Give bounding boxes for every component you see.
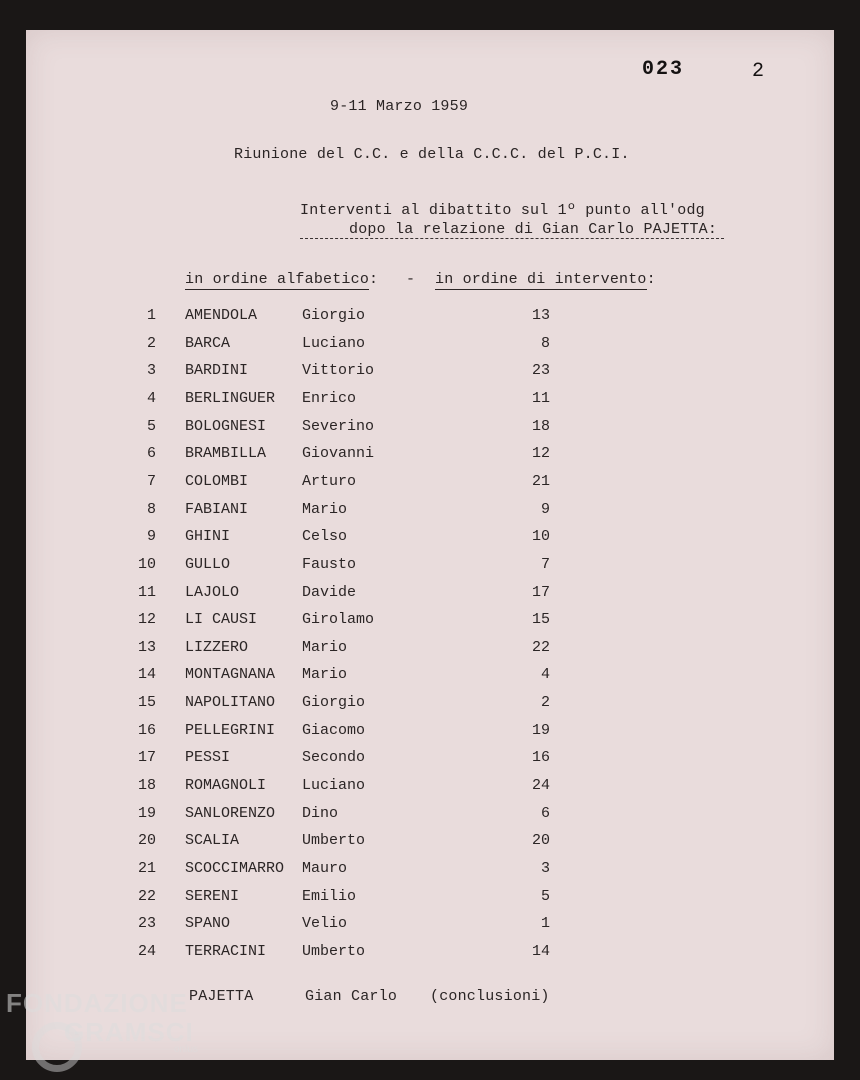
- table-row: [0, 832, 860, 856]
- speaker-name: Umberto: [302, 832, 366, 850]
- speaker-surname: NAPOLITANO: [185, 694, 276, 712]
- table-row: [0, 943, 860, 967]
- document-date: 9-11 Marzo 1959: [330, 98, 469, 115]
- table-row: [0, 418, 860, 442]
- speaker-name: Emilio: [302, 887, 357, 905]
- speaker-name: Vittorio: [302, 362, 375, 380]
- speaker-number: 8: [146, 500, 156, 518]
- speaker-name: Giovanni: [302, 445, 375, 463]
- table-row: [0, 639, 860, 663]
- speaker-name: Davide: [302, 583, 357, 601]
- watermark: [6, 988, 198, 1055]
- speaker-surname: BARDINI: [185, 362, 249, 380]
- table-row: [0, 888, 860, 912]
- table-row: [0, 473, 860, 497]
- speaker-order: 14: [531, 942, 550, 960]
- speaker-number: 24: [137, 942, 156, 960]
- table-row: [0, 860, 860, 884]
- speaker-number: 7: [146, 472, 156, 490]
- speaker-number: 15: [137, 694, 156, 712]
- speaker-surname: LI CAUSI: [185, 611, 258, 629]
- table-row: [0, 501, 860, 525]
- speaker-surname: GHINI: [185, 528, 231, 546]
- speaker-name: Secondo: [302, 749, 366, 767]
- speaker-surname: PESSI: [185, 749, 231, 767]
- column-header-row: [185, 271, 378, 288]
- speaker-order: 3: [540, 860, 550, 877]
- speaker-order: 4: [540, 666, 550, 684]
- table-row: [0, 694, 860, 718]
- conclusion-surname: PAJETTA: [189, 988, 254, 1005]
- speaker-number: 4: [146, 389, 156, 407]
- speaker-number: 12: [137, 611, 156, 629]
- speaker-name: Girolamo: [302, 611, 375, 629]
- speaker-name: Dino: [302, 804, 339, 822]
- speaker-name: Mario: [302, 638, 348, 656]
- speaker-number: 18: [137, 777, 156, 795]
- speaker-number: 2: [146, 334, 156, 352]
- page-number: 023: [642, 58, 685, 81]
- speaker-name: Luciano: [302, 334, 366, 352]
- subtitle-line-1: Interventi al dibattito sul 1º punto all'odg: [300, 202, 705, 219]
- speaker-surname: AMENDOLA: [185, 307, 258, 324]
- speaker-name: Severino: [302, 417, 375, 435]
- speaker-order: 24: [531, 777, 550, 795]
- table-row: [0, 805, 860, 829]
- table-row: [0, 307, 860, 331]
- column-header-separator: -: [406, 271, 416, 288]
- table-row: [0, 611, 860, 635]
- watermark-line-1: FONDAZIONE: [6, 988, 188, 1018]
- speaker-surname: MONTAGNANA: [185, 666, 276, 684]
- speaker-number: 23: [137, 915, 156, 933]
- speaker-order: 23: [531, 362, 550, 380]
- speaker-number: 6: [146, 445, 156, 463]
- speaker-surname: SCOCCIMARRO: [185, 860, 285, 877]
- speaker-number: 14: [137, 666, 156, 684]
- column-header-alphabetical: in ordine alfabetico: [185, 271, 370, 288]
- speaker-name: Luciano: [302, 777, 366, 795]
- table-row: [0, 528, 860, 552]
- table-row: [0, 584, 860, 608]
- dashed-divider: [300, 238, 724, 239]
- speaker-order: 12: [531, 445, 550, 463]
- conclusion-note: (conclusioni): [430, 988, 550, 1005]
- speaker-name: Giacomo: [302, 721, 366, 739]
- speaker-surname: FABIANI: [185, 500, 249, 518]
- speaker-number: 1: [146, 307, 156, 324]
- speaker-order: 16: [531, 749, 550, 767]
- speaker-number: 3: [146, 362, 156, 380]
- speaker-surname: BERLINGUER: [185, 389, 276, 407]
- speaker-order: 22: [531, 638, 550, 656]
- speaker-surname: PELLEGRINI: [185, 721, 276, 739]
- table-row: [0, 445, 860, 469]
- speaker-order: 9: [540, 500, 550, 518]
- speaker-order: 13: [531, 307, 550, 324]
- table-row: [0, 390, 860, 414]
- speaker-name: Umberto: [302, 942, 366, 960]
- speaker-number: 21: [137, 860, 156, 877]
- speaker-order: 10: [531, 528, 550, 546]
- column-header-colon: :: [646, 271, 656, 288]
- speaker-surname: SCALIA: [185, 832, 240, 850]
- page-sub-number: 2: [752, 60, 765, 83]
- speaker-number: 9: [146, 528, 156, 546]
- speaker-surname: COLOMBI: [185, 472, 249, 490]
- table-row: [0, 666, 860, 690]
- table-row: [0, 722, 860, 746]
- speaker-order: 5: [540, 887, 550, 905]
- speaker-surname: SERENI: [185, 887, 240, 905]
- speaker-order: 17: [531, 583, 550, 601]
- subtitle-line-2: dopo la relazione di Gian Carlo PAJETTA:: [349, 221, 718, 238]
- speaker-order: 20: [531, 832, 550, 850]
- speaker-name: Arturo: [302, 472, 357, 490]
- table-row: [0, 749, 860, 773]
- speaker-order: 2: [540, 694, 550, 712]
- speaker-order: 8: [540, 334, 550, 352]
- speaker-number: 11: [137, 583, 156, 601]
- speaker-order: 6: [540, 804, 550, 822]
- table-row: [0, 362, 860, 386]
- speaker-number: 20: [137, 832, 156, 850]
- speaker-order: 19: [531, 721, 550, 739]
- speaker-name: Enrico: [302, 389, 357, 407]
- speaker-surname: LAJOLO: [185, 583, 240, 601]
- speaker-order: 15: [531, 611, 550, 629]
- column-header-colon: :: [369, 271, 379, 288]
- table-row: [0, 556, 860, 580]
- speaker-name: Giorgio: [302, 694, 366, 712]
- speaker-surname: GULLO: [185, 555, 231, 573]
- table-row: [0, 915, 860, 939]
- speaker-order: 1: [540, 915, 550, 933]
- table-row: [0, 777, 860, 801]
- speaker-surname: BOLOGNESI: [185, 417, 267, 435]
- speaker-number: 17: [137, 749, 156, 767]
- column-header-row-2: [435, 271, 656, 288]
- speaker-number: 22: [137, 887, 156, 905]
- speaker-number: 19: [137, 804, 156, 822]
- speaker-surname: SPANO: [185, 915, 231, 933]
- speaker-surname: SANLORENZO: [185, 804, 276, 822]
- meeting-title: Riunione del C.C. e della C.C.C. del P.C.I.: [234, 146, 630, 163]
- speaker-number: 5: [146, 417, 156, 435]
- speaker-name: Mario: [302, 500, 348, 518]
- watermark-line-2: GRAMSCI: [64, 1017, 194, 1047]
- speaker-name: Giorgio: [302, 307, 366, 324]
- speaker-surname: TERRACINI: [185, 942, 267, 960]
- speaker-name: Celso: [302, 528, 348, 546]
- speaker-order: 21: [531, 472, 550, 490]
- table-row: [0, 335, 860, 359]
- speaker-surname: LIZZERO: [185, 638, 249, 656]
- speaker-order: 11: [531, 389, 550, 407]
- speaker-order: 18: [531, 417, 550, 435]
- speaker-name: Mario: [302, 666, 348, 684]
- speaker-number: 16: [137, 721, 156, 739]
- watermark-line-3: onlus: [174, 1044, 198, 1055]
- speaker-name: Mauro: [302, 860, 348, 877]
- speaker-surname: ROMAGNOLI: [185, 777, 267, 795]
- column-header-intervention: in ordine di intervento: [435, 271, 647, 288]
- speaker-order: 7: [540, 555, 550, 573]
- conclusion-name: Gian Carlo: [305, 988, 398, 1005]
- speaker-surname: BARCA: [185, 334, 231, 352]
- speaker-name: Fausto: [302, 555, 357, 573]
- speaker-number: 10: [137, 555, 156, 573]
- speaker-surname: BRAMBILLA: [185, 445, 267, 463]
- speaker-name: Velio: [302, 915, 348, 933]
- speaker-number: 13: [137, 638, 156, 656]
